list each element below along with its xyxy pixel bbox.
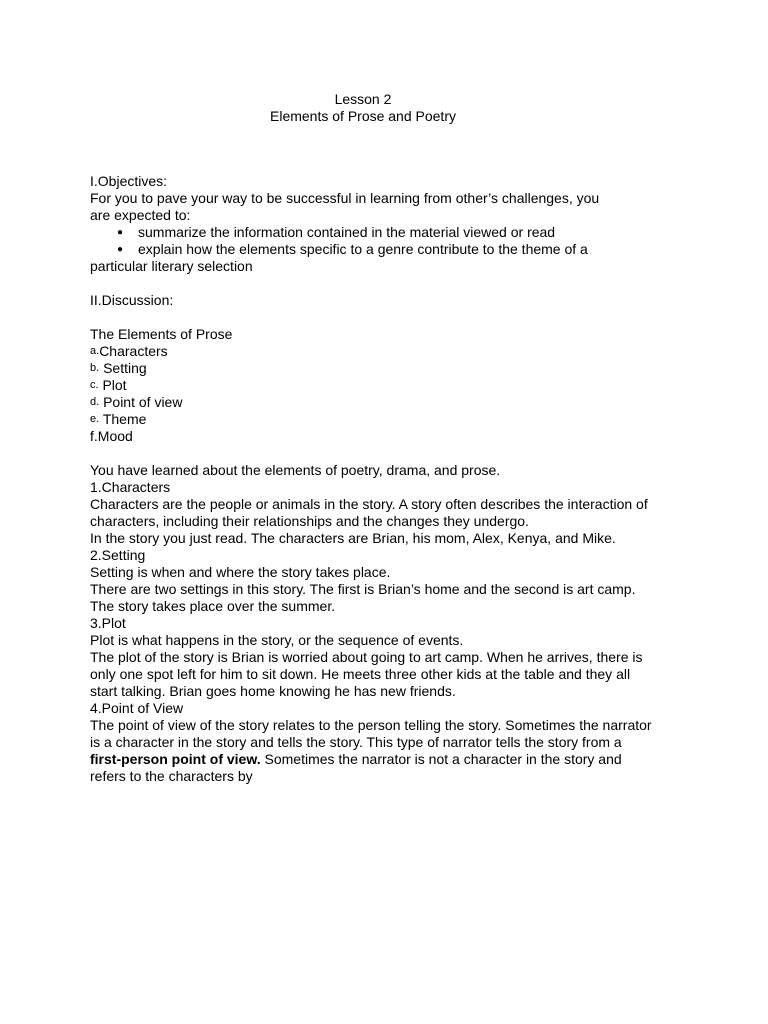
plot-paragraph-line: only one spot left for him to sit down. He meets three other kids at the table and they all [90,666,631,682]
element-label: Setting [99,360,147,376]
prose-element-item [90,394,680,411]
point-of-view-heading: 4.Point of View [90,700,184,716]
element-label: Mood [97,428,133,444]
first-person-term: first-person point of view. [90,751,261,767]
pov-paragraph-text: Sometimes the narrator is not a character in the story and [260,751,622,767]
objective-text: explain how the elements specific to a genre contribute to the theme of a [138,241,588,257]
pov-paragraph-line: The point of view of the story relates to the person telling the story. Sometimes the narrator [90,717,652,733]
element-marker: f. [90,428,98,444]
element-marker: d. [90,396,100,408]
objective-text: summarize the information contained in the material viewed or read [138,224,556,240]
objective-item [90,224,680,241]
prose-element-item [90,360,680,377]
objective-text-continuation: particular literary selection [90,258,253,274]
discussion-intro: You have learned about the elements of poetry, drama, and prose. [90,462,501,478]
spacer [90,309,680,326]
element-marker: b. [90,362,100,374]
plot-paragraph-line: Plot is what happens in the story, or the sequence of events. [90,632,464,648]
element-marker: c. [90,379,99,391]
element-label: Point of view [99,394,183,410]
prose-element-item [90,343,680,360]
spacer [90,275,680,292]
prose-element-item [90,428,680,445]
plot-paragraph-line: start talking. Brian goes home knowing he has new friends. [90,683,456,699]
prose-element-item [90,377,680,394]
element-label: Plot [98,377,127,393]
document-header [0,91,726,125]
spacer [90,445,680,462]
setting-paragraph-line: The story takes place over the summer. [90,598,336,614]
setting-heading: 2.Setting [90,547,146,563]
characters-paragraph-line: characters, including their relationships and the changes they undergo. [90,513,529,529]
pov-paragraph-line [90,751,680,768]
lesson-number: Lesson 2 [334,91,392,107]
characters-heading: 1.Characters [90,479,171,495]
pov-paragraph-line: refers to the characters by [90,768,253,784]
lesson-title: Elements of Prose and Poetry [270,108,456,124]
bullet-icon: ● [117,244,124,255]
element-label: Characters [99,343,168,359]
element-label: Theme [99,411,147,427]
prose-elements-heading: The Elements of Prose [90,326,233,342]
discussion-heading: II.Discussion: [90,292,174,308]
setting-paragraph-line: Setting is when and where the story takes place. [90,564,391,580]
plot-paragraph-line: The plot of the story is Brian is worried about going to art camp. When he arrives, there is [90,649,643,665]
objectives-intro-line-2: are expected to: [90,207,191,223]
pov-paragraph-line: is a character in the story and tells the story. This type of narrator tells the story from a [90,734,622,750]
objectives-heading: I.Objectives: [90,173,168,189]
objective-item [90,241,680,258]
prose-element-item [90,411,680,428]
characters-paragraph-line: Characters are the people or animals in the story. A story often describes the interaction of [90,496,648,512]
objectives-intro-line-1: For you to pave your way to be successful in learning from other’s challenges, you [90,190,600,206]
element-marker: e. [90,413,100,425]
element-marker: a. [90,345,100,357]
plot-heading: 3.Plot [90,615,126,631]
document-body [90,173,680,785]
setting-paragraph-line: There are two settings in this story. The first is Brian’s home and the second is art camp. [90,581,636,597]
bullet-icon: ● [117,227,124,238]
characters-paragraph-line: In the story you just read. The characters are Brian, his mom, Alex, Kenya, and Mike. [90,530,616,546]
